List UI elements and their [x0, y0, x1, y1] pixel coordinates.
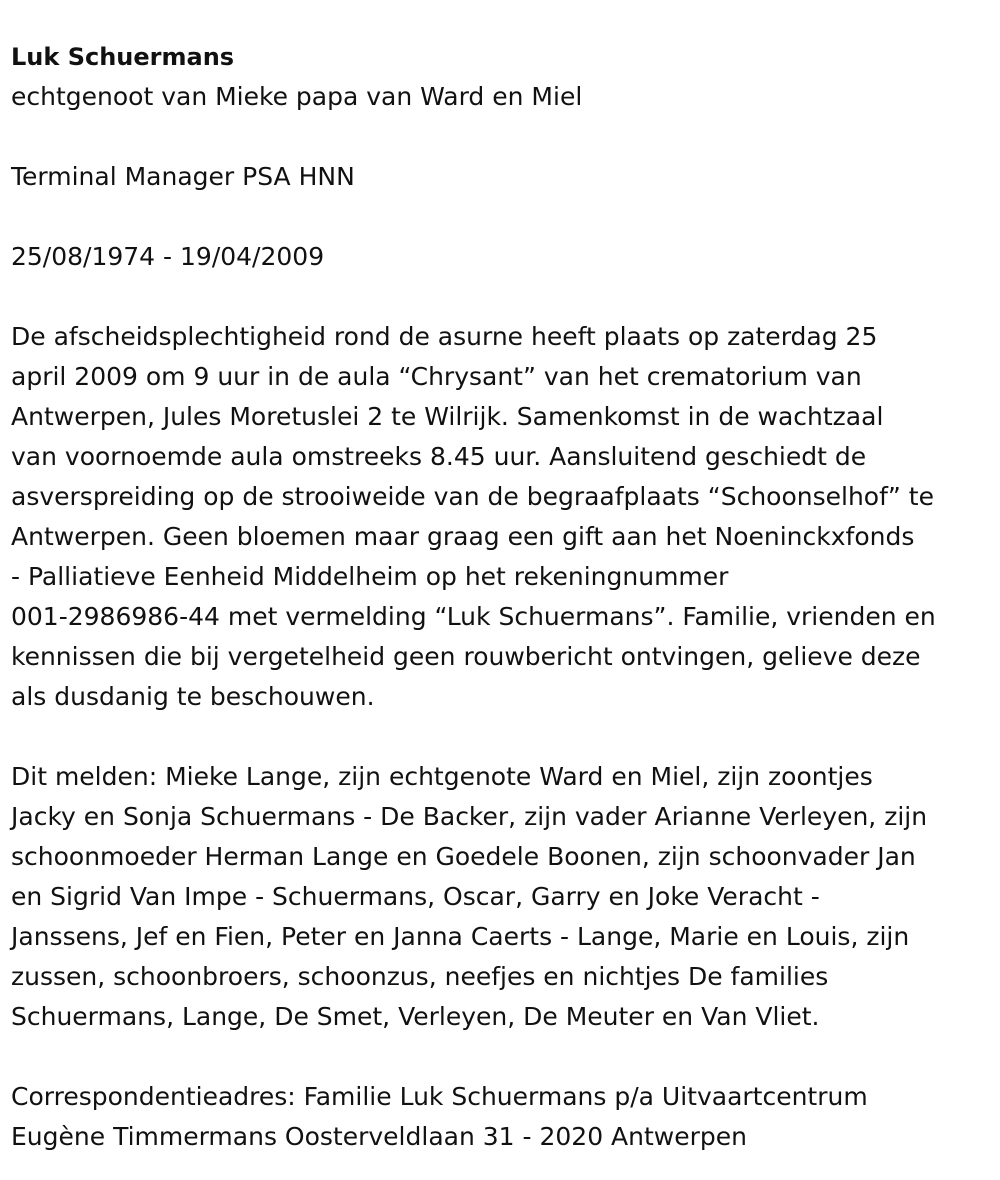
- ceremony-line: als dusdanig te beschouwen.: [11, 682, 375, 711]
- ceremony-line: kennissen die bij vergetelheid geen rouwbericht ontvingen, gelieve deze: [11, 642, 921, 671]
- spacer: [11, 197, 990, 237]
- correspondence-line: Correspondentieadres: Familie Luk Schuermans p/a Uitvaartcentrum: [11, 1082, 868, 1111]
- ceremony-line: 001-2986986-44 met vermelding “Luk Schuermans”. Familie, vrienden en: [11, 602, 936, 631]
- ceremony-line: van voornoemde aula omstreeks 8.45 uur. Aansluitend geschiedt de: [11, 442, 867, 471]
- relation-line: echtgenoot van Mieke papa van Ward en Miel: [11, 82, 583, 111]
- spacer: [11, 717, 990, 757]
- life-dates: 25/08/1974 - 19/04/2009: [11, 242, 325, 271]
- announcers-line: Janssens, Jef en Fien, Peter en Janna Caerts - Lange, Marie en Louis, zijn: [11, 922, 910, 951]
- announcers-line: Dit melden: Mieke Lange, zijn echtgenote Ward en Miel, zijn zoontjes: [11, 762, 873, 791]
- spacer: [11, 277, 990, 317]
- deceased-name: Luk Schuermans: [11, 43, 235, 71]
- correspondence-line: Eugène Timmermans Oosterveldlaan 31 - 2020 Antwerpen: [11, 1122, 747, 1151]
- announcers-line: en Sigrid Van Impe - Schuermans, Oscar, Garry en Joke Veracht -: [11, 882, 820, 911]
- correspondence-paragraph: [11, 1077, 990, 1157]
- ceremony-line: Antwerpen, Jules Moretuslei 2 te Wilrijk. Samenkomst in de wachtzaal: [11, 402, 884, 431]
- ceremony-line: - Palliatieve Eenheid Middelheim op het rekeningnummer: [11, 562, 729, 591]
- announcers-line: schoonmoeder Herman Lange en Goedele Boonen, zijn schoonvader Jan: [11, 842, 916, 871]
- announcers-line: Schuermans, Lange, De Smet, Verleyen, De Meuter en Van Vliet.: [11, 1002, 820, 1031]
- announcers-paragraph: [11, 757, 990, 1037]
- job-title: Terminal Manager PSA HNN: [11, 162, 355, 191]
- ceremony-line: asverspreiding op de strooiweide van de begraafplaats “Schoonselhof” te: [11, 482, 934, 511]
- ceremony-line: De afscheidsplechtigheid rond de asurne heeft plaats op zaterdag 25: [11, 322, 878, 351]
- ceremony-line: Antwerpen. Geen bloemen maar graag een gift aan het Noeninckxfonds: [11, 522, 915, 551]
- spacer: [11, 117, 990, 157]
- ceremony-line: april 2009 om 9 uur in de aula “Chrysant” van het crematorium van: [11, 362, 862, 391]
- announcers-line: Jacky en Sonja Schuermans - De Backer, zijn vader Arianne Verleyen, zijn: [11, 802, 928, 831]
- announcers-line: zussen, schoonbroers, schoonzus, neefjes en nichtjes De families: [11, 962, 829, 991]
- ceremony-paragraph: [11, 317, 990, 717]
- spacer: [11, 1037, 990, 1077]
